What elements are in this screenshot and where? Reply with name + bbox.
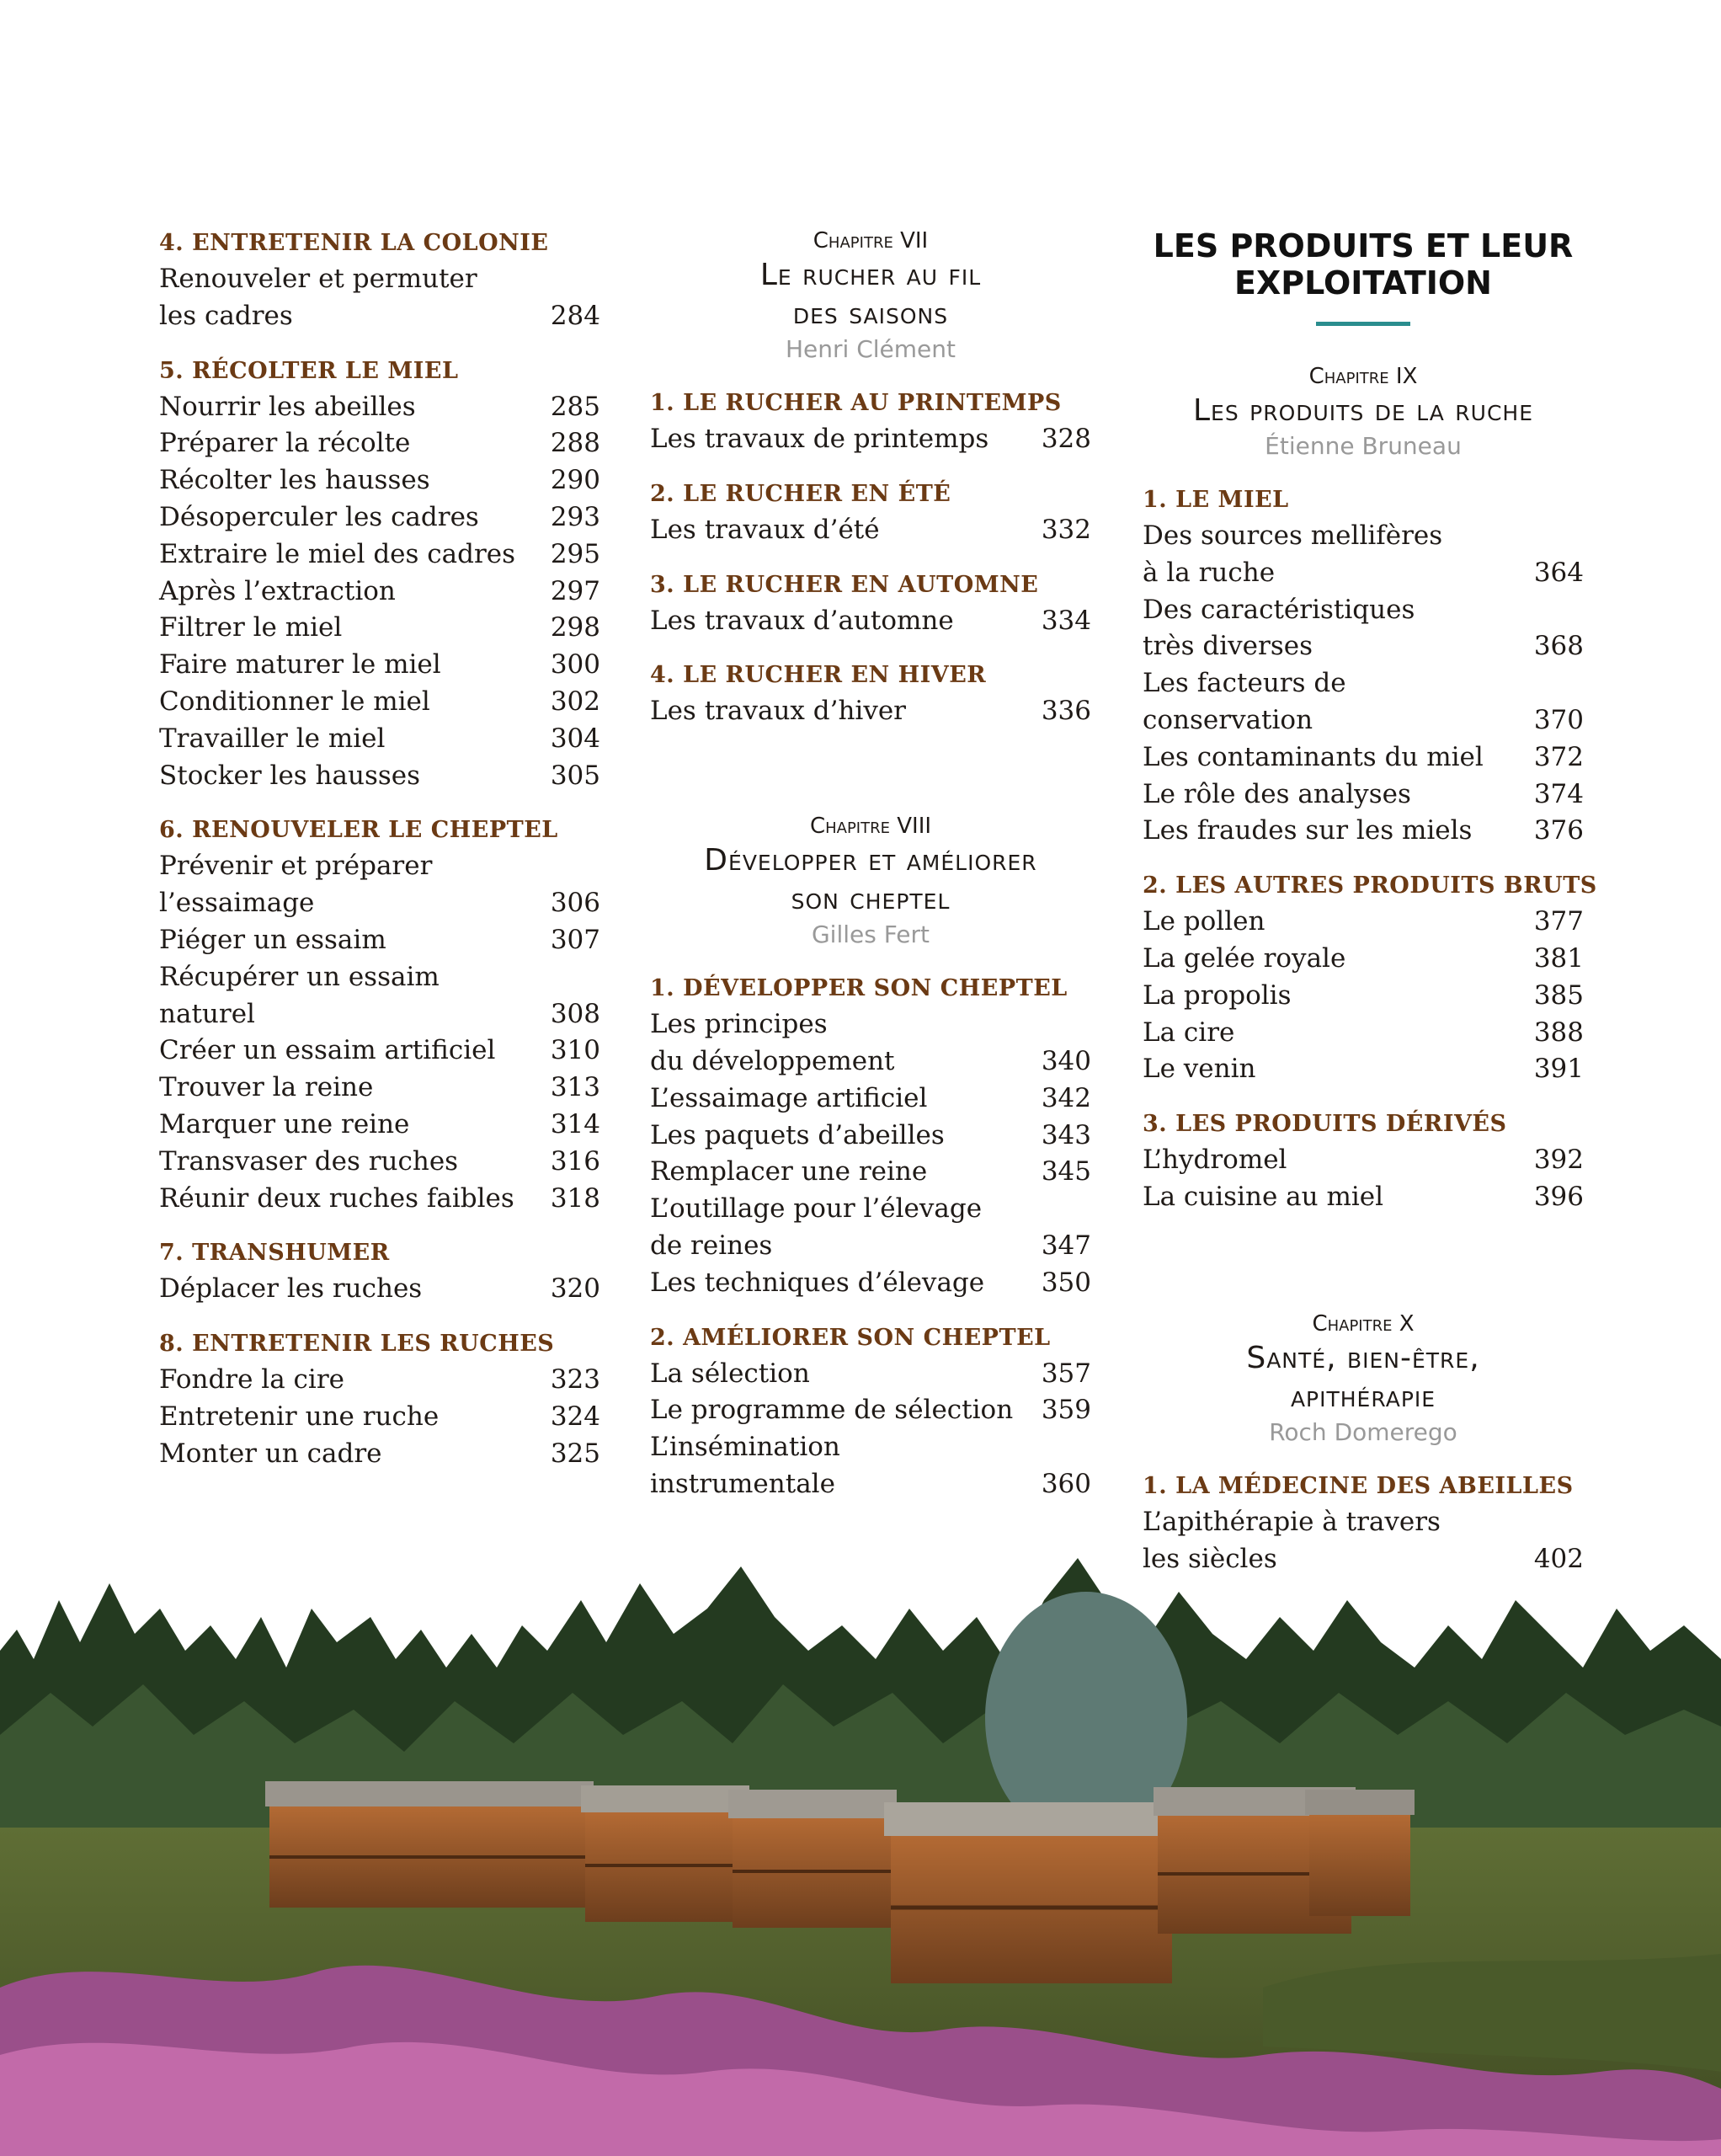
- entry-title: Réunir deux ruches faibles: [159, 1182, 514, 1214]
- toc-section: [650, 477, 1091, 549]
- chapter-header: [650, 811, 1091, 951]
- entry-page: 357: [1041, 1358, 1091, 1389]
- toc-entry[interactable]: [159, 389, 600, 426]
- toc-entry[interactable]: [650, 693, 1091, 730]
- section-heading: 4. LE RUCHER EN HIVER: [650, 662, 987, 689]
- entry-page: 381: [1533, 942, 1584, 974]
- entry-page: 372: [1533, 741, 1584, 772]
- entry-title: Préparer la récolte: [159, 428, 411, 459]
- entry-title: L’apithérapie à travers les siècles: [1143, 1506, 1441, 1574]
- section-heading: 2. AMÉLIORER SON CHEPTEL: [650, 1324, 1051, 1351]
- entry-page: 377: [1533, 906, 1584, 937]
- chapter-author: Gilles Fert: [811, 921, 930, 949]
- toc-entry[interactable]: [159, 848, 600, 922]
- toc-entry[interactable]: [159, 261, 600, 335]
- entry-page: 360: [1041, 1468, 1091, 1499]
- toc-section: [1143, 868, 1597, 1088]
- section-heading: 2. LES AUTRES PRODUITS BRUTS: [1143, 873, 1597, 899]
- toc-entry[interactable]: [159, 462, 600, 499]
- entry-page: 304: [550, 723, 600, 754]
- entry-title: Nourrir les abeilles: [159, 391, 416, 422]
- entry-page: 340: [1041, 1045, 1091, 1076]
- toc-entry[interactable]: [159, 1070, 600, 1107]
- entry-page: 293: [550, 501, 600, 532]
- entry-title: La sélection: [650, 1358, 810, 1389]
- toc-entry[interactable]: [159, 721, 600, 758]
- toc-entry[interactable]: [159, 684, 600, 721]
- entry-page: 376: [1533, 815, 1584, 846]
- toc-entry[interactable]: [159, 922, 600, 959]
- entry-page: 388: [1533, 1017, 1584, 1048]
- entry-page: 336: [1041, 696, 1091, 727]
- entry-page: 364: [1533, 557, 1584, 588]
- entry-page: 385: [1533, 979, 1584, 1011]
- entry-page: 295: [550, 538, 600, 569]
- chapter-header: [650, 226, 1091, 366]
- entry-title: Créer un essaim artificiel: [159, 1035, 496, 1066]
- chapter-title[interactable]: Santé, bien-être, apithérapie: [1246, 1340, 1480, 1414]
- entry-title: Entretenir une ruche: [159, 1401, 440, 1432]
- toc-entry[interactable]: [650, 1154, 1091, 1191]
- toc-column-3: [1143, 226, 1597, 1596]
- toc-entry[interactable]: [1143, 518, 1584, 592]
- entry-title: Récolter les hausses: [159, 465, 430, 496]
- entry-title: La propolis: [1143, 979, 1292, 1011]
- entry-page: 323: [550, 1364, 600, 1396]
- toc-entry[interactable]: [159, 1181, 600, 1218]
- entry-page: 328: [1041, 424, 1091, 454]
- toc-entry[interactable]: [159, 647, 600, 684]
- toc-section: [159, 813, 600, 1217]
- toc-entry[interactable]: [159, 610, 600, 647]
- entry-title: L’insémination instrumentale: [650, 1432, 840, 1499]
- section-heading: 7. TRANSHUMER: [159, 1240, 390, 1267]
- entry-title: Fondre la cire: [159, 1364, 344, 1396]
- entry-page: 350: [1041, 1267, 1091, 1298]
- toc-column-2: [650, 226, 1091, 1522]
- toc-entry[interactable]: [650, 1392, 1091, 1429]
- toc-entry[interactable]: [1143, 1142, 1584, 1179]
- entry-title: Des sources mellifères à la ruche: [1143, 520, 1443, 588]
- chapter-author: Étienne Bruneau: [1265, 432, 1462, 460]
- toc-entry[interactable]: [159, 1144, 600, 1181]
- part-rule: [1316, 322, 1410, 326]
- section-heading: 1. LE RUCHER AU PRINTEMPS: [650, 390, 1062, 416]
- entry-title: Le pollen: [1143, 906, 1265, 937]
- entry-title: Les paquets d’abeilles: [650, 1119, 945, 1150]
- entry-title: L’hydromel: [1143, 1145, 1287, 1176]
- entry-title: La cire: [1143, 1017, 1235, 1048]
- section-heading: 8. ENTRETENIR LES RUCHES: [159, 1331, 555, 1358]
- chapter-author: Henri Clément: [785, 335, 956, 363]
- entry-page: 298: [550, 612, 600, 643]
- toc-section: [159, 226, 600, 335]
- entry-title: Les fraudes sur les miels: [1143, 815, 1473, 846]
- entry-title: L’essaimage artificiel: [650, 1082, 928, 1113]
- entry-page: 402: [1533, 1543, 1584, 1574]
- toc-entry[interactable]: [1143, 592, 1584, 666]
- entry-page: 310: [550, 1035, 600, 1066]
- entry-page: 374: [1533, 778, 1584, 809]
- entry-page: 368: [1533, 631, 1584, 662]
- toc-entry[interactable]: [1143, 813, 1584, 850]
- toc-entry[interactable]: [159, 959, 600, 1033]
- entry-title: Transvaser des ruches: [159, 1145, 459, 1177]
- entry-page: 306: [550, 888, 600, 919]
- entry-title: Les principes du développement: [650, 1009, 895, 1076]
- toc-entry[interactable]: [650, 1191, 1091, 1265]
- toc-entry[interactable]: [650, 1429, 1091, 1503]
- toc-section: [1143, 483, 1584, 850]
- section-heading: 6. RENOUVELER LE CHEPTEL: [159, 817, 558, 844]
- entry-page: 345: [1041, 1156, 1091, 1187]
- toc-entry[interactable]: [650, 1356, 1091, 1393]
- chapter-title[interactable]: Le rucher au fil des saisons: [759, 258, 982, 331]
- entry-page: 285: [550, 391, 600, 422]
- entry-page: 313: [550, 1072, 600, 1103]
- entry-title: Les contaminants du miel: [1143, 741, 1484, 772]
- toc-entry[interactable]: [159, 536, 600, 574]
- entry-title: Les facteurs de conservation: [1143, 668, 1346, 735]
- toc-section: [650, 386, 1091, 458]
- chapter-label: Chapitre VII: [813, 228, 929, 253]
- chapter-author: Roch Domerego: [1269, 1417, 1457, 1446]
- entry-title: Désoperculer les cadres: [159, 501, 479, 532]
- entry-title: Déplacer les ruches: [159, 1273, 423, 1305]
- entry-title: Les travaux d’hiver: [650, 696, 907, 727]
- toc-section: [159, 1235, 600, 1308]
- entry-title: Le venin: [1143, 1054, 1256, 1085]
- toc-entry[interactable]: [159, 1271, 600, 1308]
- entry-title: Le rôle des analyses: [1143, 778, 1411, 809]
- section-heading: 1. DÉVELOPPER SON CHEPTEL: [650, 975, 1068, 1002]
- entry-title: Renouveler et permuter les cadres: [159, 264, 477, 331]
- entry-title: Piéger un essaim: [159, 924, 386, 955]
- entry-title: Marquer une reine: [159, 1108, 410, 1139]
- entry-page: 290: [550, 465, 600, 496]
- entry-page: 332: [1041, 514, 1091, 545]
- entry-page: 342: [1041, 1082, 1091, 1113]
- toc-entry[interactable]: [650, 1118, 1091, 1155]
- toc-entry[interactable]: [1143, 904, 1584, 941]
- toc-section: [650, 568, 1091, 640]
- toc-entry[interactable]: [159, 758, 600, 795]
- toc-entry[interactable]: [159, 425, 600, 462]
- entry-title: Des caractéristiques très diverses: [1143, 594, 1415, 662]
- toc-entry[interactable]: [1143, 1015, 1584, 1052]
- part-title: LES PRODUITS ET LEUR EXPLOITATION: [1153, 227, 1574, 302]
- toc-entry[interactable]: [159, 1399, 600, 1436]
- entry-title: Extraire le miel des cadres: [159, 538, 516, 569]
- toc-entry[interactable]: [650, 1081, 1091, 1118]
- entry-title: Stocker les hausses: [159, 760, 421, 791]
- section-heading: 2. LE RUCHER EN ÉTÉ: [650, 480, 951, 507]
- chapter-label: Chapitre IX: [1308, 364, 1418, 389]
- entry-page: 318: [550, 1182, 600, 1214]
- toc-section: [650, 971, 1091, 1301]
- entry-title: Travailler le miel: [159, 723, 386, 754]
- entry-title: Le programme de sélection: [650, 1395, 1014, 1426]
- entry-title: Remplacer une reine: [650, 1156, 928, 1187]
- beehive: [265, 1781, 594, 1908]
- chapter-title[interactable]: Développer et améliorer son cheptel: [704, 843, 1037, 917]
- toc-entry[interactable]: [1143, 1051, 1584, 1088]
- entry-title: Prévenir et préparer l’essaimage: [159, 851, 433, 919]
- entry-page: 302: [550, 686, 600, 717]
- toc-section: [159, 354, 600, 795]
- chapter-label: Chapitre VIII: [809, 814, 932, 840]
- entry-page: 396: [1533, 1181, 1584, 1212]
- toc-entry[interactable]: [1143, 941, 1584, 978]
- toc-entry[interactable]: [650, 603, 1091, 640]
- entry-page: 320: [550, 1273, 600, 1305]
- entry-page: 297: [550, 575, 600, 606]
- toc-entry[interactable]: [1143, 1179, 1584, 1216]
- entry-title: L’outillage pour l’élevage de reines: [650, 1193, 983, 1261]
- entry-page: 307: [550, 924, 600, 955]
- entry-title: Monter un cadre: [159, 1438, 382, 1469]
- section-heading: 3. LES PRODUITS DÉRIVÉS: [1143, 1111, 1507, 1138]
- toc-entry[interactable]: [650, 1006, 1091, 1081]
- toc-entry[interactable]: [1143, 739, 1584, 776]
- toc-section: [650, 1321, 1091, 1503]
- beehive: [581, 1785, 749, 1922]
- toc-section: [159, 1326, 600, 1472]
- toc-entry[interactable]: [159, 574, 600, 611]
- entry-page: 284: [550, 300, 600, 331]
- beehive: [1305, 1790, 1415, 1916]
- entry-page: 324: [550, 1401, 600, 1432]
- entry-title: La gelée royale: [1143, 942, 1346, 974]
- beehive: [728, 1790, 897, 1928]
- toc-entry[interactable]: [159, 1362, 600, 1399]
- entry-page: 325: [550, 1438, 600, 1469]
- entry-page: 370: [1533, 704, 1584, 735]
- entry-page: 391: [1533, 1054, 1584, 1085]
- toc-entry[interactable]: [1143, 978, 1584, 1015]
- toc-entry[interactable]: [650, 1265, 1091, 1302]
- chapter-label: Chapitre X: [1312, 1310, 1415, 1337]
- entry-page: 392: [1533, 1145, 1584, 1176]
- entry-page: 288: [550, 428, 600, 459]
- toc-entry[interactable]: [1143, 665, 1584, 739]
- entry-title: Les travaux de printemps: [650, 424, 989, 454]
- entry-title: Les techniques d’élevage: [650, 1267, 985, 1298]
- entry-title: La cuisine au miel: [1143, 1181, 1384, 1212]
- entry-title: Trouver la reine: [159, 1072, 374, 1103]
- toc-entry[interactable]: [159, 499, 600, 536]
- toc-entry[interactable]: [650, 421, 1091, 458]
- section-heading: 1. LE MIEL: [1143, 487, 1289, 513]
- entry-page: 343: [1041, 1119, 1091, 1150]
- entry-title: Après l’extraction: [159, 575, 396, 606]
- entry-title: Conditionner le miel: [159, 686, 430, 717]
- entry-page: 308: [550, 998, 600, 1029]
- section-heading: 1. LA MÉDECINE DES ABEILLES: [1143, 1472, 1574, 1499]
- entry-page: 359: [1041, 1395, 1091, 1426]
- toc-section: [650, 658, 1091, 730]
- entry-page: 300: [550, 649, 600, 680]
- chapter-header: [1143, 361, 1584, 462]
- entry-page: 347: [1041, 1230, 1091, 1261]
- section-heading: 3. LE RUCHER EN AUTOMNE: [650, 571, 1039, 598]
- chapter-header: [1143, 1309, 1584, 1449]
- entry-page: 334: [1041, 605, 1091, 636]
- entry-title: Les travaux d’été: [650, 514, 880, 545]
- entry-page: 305: [550, 760, 600, 791]
- entry-page: 316: [550, 1145, 600, 1177]
- toc-section: [1143, 1107, 1584, 1216]
- chapter-title[interactable]: Les produits de la ruche: [1192, 393, 1534, 428]
- beehive: [884, 1802, 1179, 1983]
- section-heading: 4. ENTRETENIR LA COLONIE: [159, 230, 549, 256]
- entry-page: 314: [550, 1108, 600, 1139]
- toc-column-1: [159, 226, 600, 1492]
- toc-entry[interactable]: [1143, 776, 1584, 814]
- entry-title: Récupérer un essaim naturel: [159, 961, 440, 1029]
- toc-entry[interactable]: [159, 1033, 600, 1070]
- apiary-photo: [0, 1550, 1721, 2156]
- toc-entry[interactable]: [650, 512, 1091, 549]
- entry-title: Filtrer le miel: [159, 612, 343, 643]
- toc-entry[interactable]: [159, 1436, 600, 1473]
- toc-entry[interactable]: [159, 1107, 600, 1144]
- section-heading: 5. RÉCOLTER LE MIEL: [159, 357, 459, 384]
- entry-title: Les travaux d’automne: [650, 605, 954, 636]
- entry-title: Faire maturer le miel: [159, 649, 441, 680]
